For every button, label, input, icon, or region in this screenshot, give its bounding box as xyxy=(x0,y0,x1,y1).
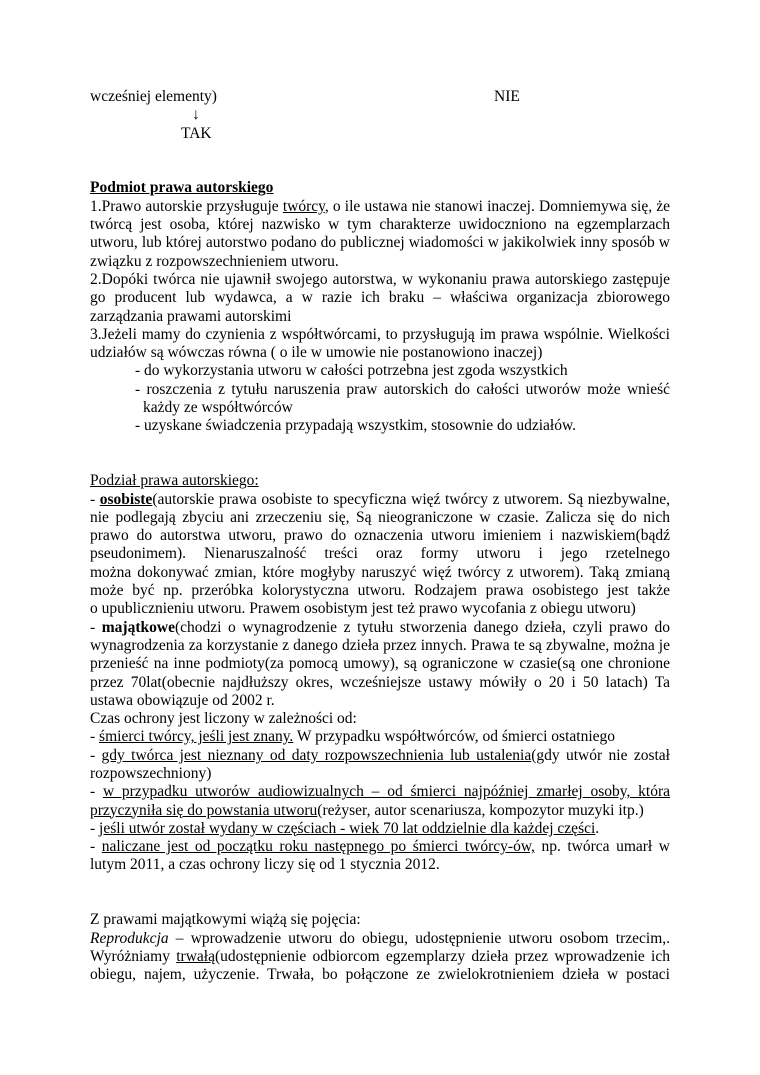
osobiste-line6: może być np. przeróbka kolorystyczna utworu. Rodzajem prawa osobistego jest także xyxy=(90,582,670,600)
osobiste-line5: można dokonywać zmian, które mogłyby naruszyć więź twórcy z utworem). Taką zmianą xyxy=(90,563,670,581)
tworca-underlined: twórcy xyxy=(282,197,325,215)
majatkowe-term: majątkowe xyxy=(101,618,175,636)
flow-left-text: wcześniej elementy) xyxy=(90,88,217,105)
podmiot-p3-line1: 3.Jeżeli mamy do czynienia z współtwórcami, to przysługują im prawa wspólnie. Wielkości xyxy=(90,325,670,343)
flow-nie: NIE xyxy=(494,88,520,105)
podmiot-p1-line1: 1.Prawo autorskie przysługuje twórcy, o ile ustawa nie stanowi inaczej. Domniemywa się, że xyxy=(90,197,670,215)
majatkowe-intro: Z prawami majątkowymi wiążą się pojęcia: xyxy=(90,911,361,929)
bullet-item: - do wykorzystania utworu w całości potrzebna jest zgoda wszystkich xyxy=(135,362,568,380)
flow-tak: TAK xyxy=(181,124,212,142)
flow-arrow-line xyxy=(90,106,670,124)
podmiot-p3-line2: udziałów są wówczas równa ( o ile w umowie nie postanowiono inaczej) xyxy=(90,344,543,362)
wyrozniamy-line: Wyróżniamy trwałą(udostępnienie odbiorcom egzemplarzy dzieła przez wprowadzenie ich xyxy=(90,947,670,965)
trwala-term: trwałą xyxy=(176,947,215,965)
podmiot-heading: Podmiot prawa autorskiego xyxy=(90,179,274,197)
bullet-item: - roszczenia z tytułu naruszenia praw autorskich do całości utworów może wnieść xyxy=(135,380,670,398)
podmiot-p1-line4: związku z rozpowszechnieniem utworu. xyxy=(90,252,339,270)
podmiot-p1-line3: utworu, lub której autorstwo podano do publicznej wiadomości w jakikolwiek inny sposób w xyxy=(90,234,670,252)
czas-item-1: - śmierci twórcy, jeśli jest znany. W przypadku współtwórców, od śmierci ostatniego xyxy=(90,728,616,746)
czas-item-2: - gdy twórca jest nieznany od daty rozpowszechnienia lub ustalenia(gdy utwór nie został xyxy=(90,746,670,764)
majatkowe-line5: ustawa obowiązuje od 2002 r. xyxy=(90,691,275,709)
podmiot-p1-line2: twórcą jest osoba, której nazwisko w tym charakterze uwidoczniono na egzemplarzach xyxy=(90,216,670,234)
majatkowe-line4: przez 70lat(obecnie najdłuższy okres, wcześniejsze ustawy mówiły o 20 i 50 latach) Ta xyxy=(90,673,670,691)
czas-item-2-cont: rozpowszechniony) xyxy=(90,764,212,782)
osobiste-line4: pseudonimem). Nienaruszalność treści oraz formy utworu i jego rzetelnego xyxy=(90,545,670,563)
down-arrow-icon: ↓ xyxy=(192,106,200,124)
osobiste-term: osobiste xyxy=(99,490,153,508)
podmiot-p2-line3: zarządzania prawami autorskimi xyxy=(90,307,292,325)
majatkowe-line2: wynagrodzenia za korzystanie z danego dzieła przez innych. Prawa te są zbywalne, można je xyxy=(90,636,670,654)
document-page xyxy=(90,88,670,985)
bullet-item: - uzyskane świadczenia przypadają wszystkim, stosownie do udziałów. xyxy=(135,417,577,435)
reprodukcja-line: Reprodukcja – wprowadzenie utworu do obiegu, udostępnienie utworu osobom trzecim,. xyxy=(90,929,670,947)
czas-item-5-cont: lutym 2011, a czas ochrony liczy się od 1 stycznia 2012. xyxy=(90,856,440,874)
majatkowe-line1: - majątkowe(chodzi o wynagrodzenie z tytułu stworzenia danego dzieła, czyli prawo do xyxy=(90,618,670,636)
section-heading-podmiot xyxy=(90,179,670,197)
czas-item-5: - naliczane jest od początku roku następnego po śmierci twórcy-ów, np. twórca umarł w xyxy=(90,838,670,856)
section-heading-podzial xyxy=(90,472,670,490)
osobiste-line3: prawo do autorstwa utworu, prawo do oznaczenia utworu imieniem i nazwiskiem(bądź xyxy=(90,527,670,545)
flow-tak-line xyxy=(90,125,670,143)
czas-item-3: - w przypadku utworów audiowizualnych – od śmierci najpóźniej zmarłej osoby, która xyxy=(90,783,670,801)
bullet-item-cont: każdy ze współtwórców xyxy=(143,399,293,417)
majatkowe-line3: przenieść na inne podmioty(za pomocą umowy), są ograniczone w czasie(są one chronione xyxy=(90,655,670,673)
osobiste-line2: nie podlegają zbyciu ani zrzeczeniu się, Są nieograniczone w czasie. Zalicza się do nich xyxy=(90,508,670,526)
podmiot-p2-line1: 2.Dopóki twórca nie ujawnił swojego autorstwa, w wykonaniu prawa autorskiego zastępuje xyxy=(90,270,670,288)
osobiste-line1: - osobiste(autorskie prawa osobiste to specyficzna więź twórcy z utworem. Są niezbywalne, xyxy=(90,490,670,508)
flow-line xyxy=(90,88,670,106)
osobiste-line7: o upublicznieniu utworu. Prawem osobistym jest też prawo wycofania z obiegu utworu) xyxy=(90,600,636,618)
podmiot-p2-line2: go producent lub wydawca, a w razie ich braku – właściwa organizacja zbiorowego xyxy=(90,289,670,307)
reprodukcja-term: Reprodukcja xyxy=(90,929,169,947)
czas-item-3-cont: przyczyniła się do powstania utworu(reżyser, autor scenariusza, kompozytor muzyki itp.) xyxy=(90,801,644,819)
czas-ochrony: Czas ochrony jest liczony w zależności od: xyxy=(90,710,357,728)
czas-item-4: - jeśli utwór został wydany w częściach - wiek 70 lat oddzielnie dla każdej części. xyxy=(90,819,600,837)
podzial-heading: Podział prawa autorskiego: xyxy=(90,472,259,490)
wyrozniamy-line2: obiegu, najem, użyczenie. Trwała, bo połączone ze zwielokrotnieniem dzieła w postaci xyxy=(90,966,670,984)
